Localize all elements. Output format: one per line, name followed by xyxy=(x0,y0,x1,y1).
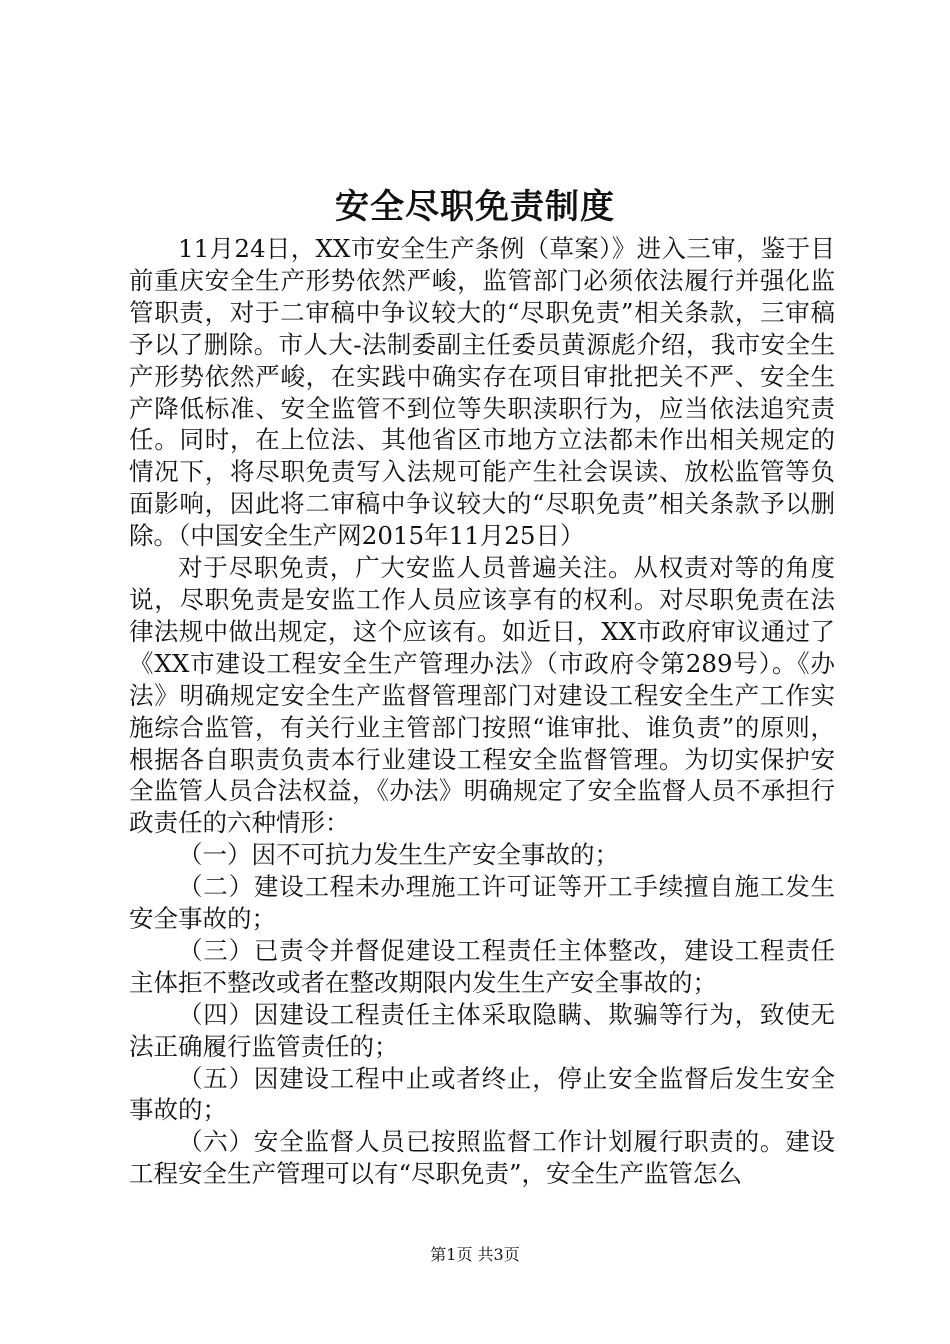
page-number-footer: 第1页 共3页 xyxy=(430,1245,520,1264)
list-item-4: （四）因建设工程责任主体采取隐瞒、欺骗等行为，致使无法正确履行监管责任的； xyxy=(129,999,835,1061)
list-item-3: （三）已责令并督促建设工程责任主体整改，建设工程责任主体拒不整改或者在整改期限内发生生产安全事故的； xyxy=(129,935,835,997)
list-item-5: （五）因建设工程中止或者终止，停止安全监督后发生安全事故的； xyxy=(129,1063,835,1125)
paragraph-discussion: 对于尽职免责，广大安监人员普遍关注。从权责对等的角度说，尽职免责是安监工作人员应该享有的权利。对尽职免责在法律法规中做出规定，这个应该有。如近日，XX市政府审议通过了《XX市建设工程安全生产管理办法》（市政府令第289号）。《办法》明确规定安全生产监督管理部门对建设工程安全生产工作实施综合监管，有关行业主管部门按照“谁审批、谁负责”的原则，根据各自职责负责本行业建设工程安全监督管理。为切实保护安全监管人员合法权益，《办法》明确规定了安全监督人员不承担行政责任的六种情形： xyxy=(129,553,835,838)
document-title: 安全尽职免责制度 xyxy=(335,187,615,227)
paragraph-intro: 11月24日，XX市安全生产条例（草案）》进入三审，鉴于目前重庆安全生产形势依然严峻，监管部门必须依法履行并强化监管职责，对于二审稿中争议较大的“尽职免责”相关条款，三审稿予以了删除。市人大-法制委副主任委员黄源彪介绍，我市安全生产形势依然严峻，在实践中确实存在项目审批把关不严、安全生产降低标准、安全监管不到位等失职渎职行为，应当依法追究责任。同时，在上位法、其他省区市地方立法都未作出相关规定的情况下，将尽职免责写入法规可能产生社会误读、放松监管等负面影响，因此将二审稿中争议较大的“尽职免责”相关条款予以删除。（中国安全生产网2015年11月25日） xyxy=(129,234,835,551)
list-item-2: （二）建设工程未办理施工许可证等开工手续擅自施工发生安全事故的； xyxy=(129,872,835,934)
list-item-6: （六）安全监督人员已按照监督工作计划履行职责的。建设工程安全生产管理可以有“尽职免责”，安全生产监管怎么 xyxy=(129,1127,835,1189)
list-item-1: （一）因不可抗力发生生产安全事故的； xyxy=(178,840,619,870)
document-body xyxy=(129,233,835,1190)
